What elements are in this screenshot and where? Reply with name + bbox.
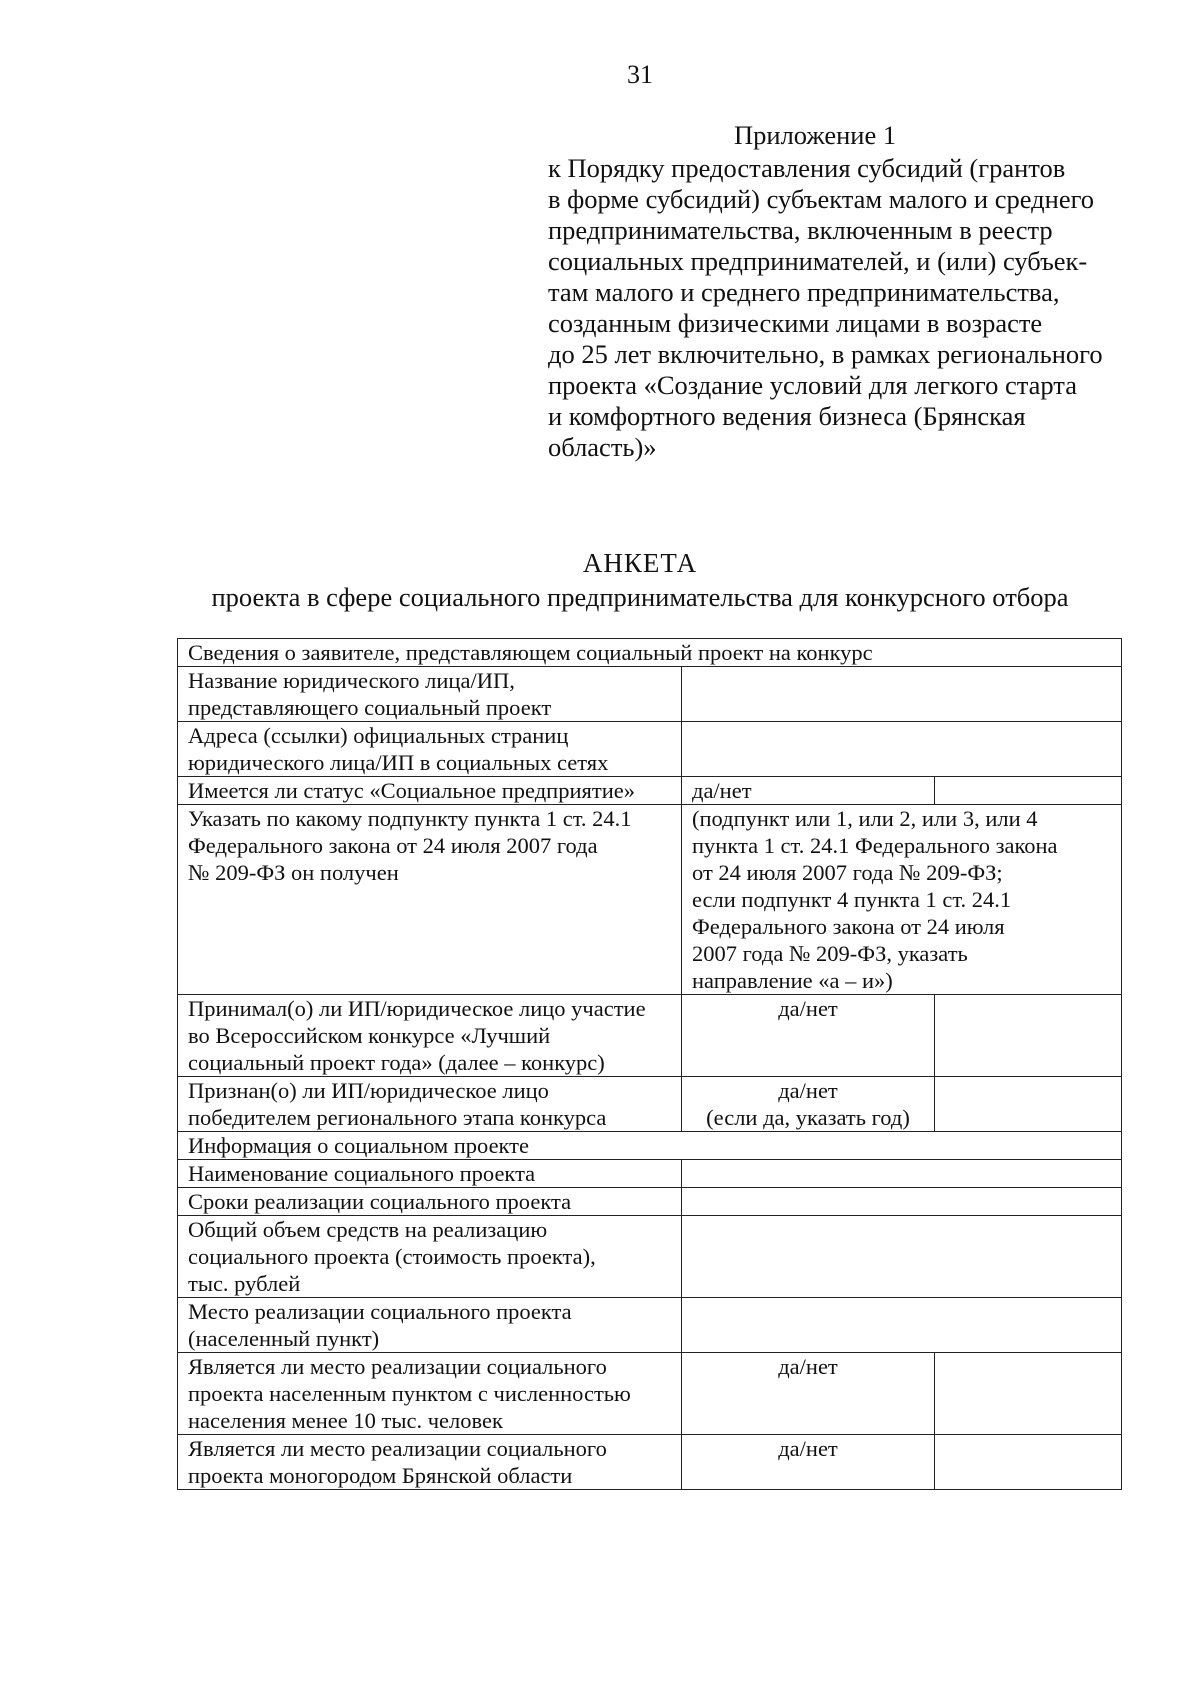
appendix-line: в форме субсидий) субъектам малого и среднего [548, 184, 1095, 214]
row-label [178, 722, 682, 777]
appendix-header [548, 120, 1148, 463]
label-line: Принимал(о) ли ИП/юридическое лицо участие [188, 996, 646, 1021]
section-header-applicant [178, 639, 1122, 667]
appendix-line: социальных предпринимателей, и (или) субъек- [548, 246, 1088, 276]
label-line: Федерального закона от 24 июля 2007 года [188, 833, 598, 858]
row-label: Имеется ли статус «Социальное предприятие» [178, 777, 682, 805]
table-row [178, 667, 1122, 722]
answer-cell[interactable] [682, 667, 1122, 722]
section-title: Сведения о заявителе, представляющем социальный проект на конкурс [178, 639, 1122, 667]
hint-line: 2007 года № 209-ФЗ, указать [692, 941, 968, 966]
appendix-line: и комфортного ведения бизнеса (Брянская [548, 401, 1026, 431]
label-line: (населенный пункт) [188, 1326, 380, 1351]
row-label [178, 805, 682, 995]
option-cell: да/нет [682, 1435, 935, 1490]
answer-cell[interactable] [682, 722, 1122, 777]
answer-cell[interactable] [935, 1353, 1122, 1435]
table-row [178, 1353, 1122, 1435]
option-line: да/нет [778, 1078, 838, 1103]
table-row [178, 722, 1122, 777]
option-line: (если да, указать год) [706, 1105, 910, 1130]
table-row [178, 995, 1122, 1077]
option-cell: да/нет [682, 777, 935, 805]
appendix-line: к Порядку предоставления субсидий (грантов [548, 153, 1066, 183]
label-line: социальный проект года» (далее – конкурс) [188, 1050, 605, 1075]
row-label [178, 1216, 682, 1298]
appendix-line: там малого и среднего предпринимательства, [548, 277, 1060, 307]
appendix-line: созданным физическими лицами в возрасте [548, 308, 1043, 338]
appendix-line: область)» [548, 432, 657, 462]
label-line: Место реализации социального проекта [188, 1299, 572, 1324]
label-line: проекта моногородом Брянской области [188, 1463, 573, 1488]
answer-cell[interactable] [682, 805, 1122, 995]
row-label [178, 1353, 682, 1435]
form-subtitle: проекта в сфере социального предпринимательства для конкурсного отбора [211, 582, 1069, 612]
answer-cell[interactable] [682, 1188, 1122, 1216]
answer-cell[interactable] [935, 1077, 1122, 1132]
answer-cell[interactable] [935, 777, 1122, 805]
label-line: Указать по какому подпункту пункта 1 ст. 24.1 [188, 806, 632, 831]
hint-line: пункта 1 ст. 24.1 Федерального закона [692, 833, 1058, 858]
label-line: Общий объем средств на реализацию [188, 1217, 548, 1242]
row-label [178, 1077, 682, 1132]
appendix-title: Приложение 1 [734, 120, 897, 150]
appendix-line: до 25 лет включительно, в рамках регионального [548, 339, 1103, 369]
label-line: проекта населенным пунктом с численностью [188, 1381, 631, 1406]
label-line: населения менее 10 тыс. человек [188, 1408, 503, 1433]
row-label [178, 1435, 682, 1490]
label-line: № 209-ФЗ он получен [188, 860, 399, 885]
option-cell: да/нет [682, 1353, 935, 1435]
row-label: Наименование социального проекта [178, 1160, 682, 1188]
table-row [178, 1077, 1122, 1132]
label-line: социального проекта (стоимость проекта), [188, 1244, 596, 1269]
row-label: Сроки реализации социального проекта [178, 1188, 682, 1216]
label-line: Признан(о) ли ИП/юридическое лицо [188, 1078, 549, 1103]
table-row [178, 1160, 1122, 1188]
answer-cell[interactable] [935, 1435, 1122, 1490]
label-line: победителем регионального этапа конкурса [188, 1105, 607, 1130]
hint-line: от 24 июля 2007 года № 209-ФЗ; [692, 860, 1003, 885]
option-cell: да/нет [682, 995, 935, 1077]
label-line: во Всероссийском конкурсе «Лучший [188, 1023, 551, 1048]
table-row [178, 805, 1122, 995]
hint-line: если подпункт 4 пункта 1 ст. 24.1 [692, 887, 1012, 912]
answer-cell[interactable] [935, 995, 1122, 1077]
section-header-project [178, 1132, 1122, 1160]
label-line: Адреса (ссылки) официальных страниц [188, 723, 569, 748]
table-row [178, 1298, 1122, 1353]
table-row [178, 1435, 1122, 1490]
row-label [178, 995, 682, 1077]
label-line: Название юридического лица/ИП, [188, 668, 515, 693]
answer-cell[interactable] [682, 1298, 1122, 1353]
table-row [178, 1216, 1122, 1298]
table-row [178, 1188, 1122, 1216]
option-cell [682, 1077, 935, 1132]
form-title: АНКЕТА [582, 548, 698, 578]
answer-cell[interactable] [682, 1160, 1122, 1188]
label-line: юридического лица/ИП в социальных сетях [188, 750, 609, 775]
hint-line: (подпункт или 1, или 2, или 3, или 4 [692, 806, 1038, 831]
label-line: Является ли место реализации социального [188, 1436, 607, 1461]
answer-cell[interactable] [682, 1216, 1122, 1298]
appendix-line: предпринимательства, включенным в реестр [548, 215, 1053, 245]
section-title: Информация о социальном проекте [178, 1132, 1122, 1160]
questionnaire-table [177, 638, 1122, 1490]
appendix-line: проекта «Создание условий для легкого старта [548, 370, 1077, 400]
table-row [178, 777, 1122, 805]
page-number: 31 [627, 60, 653, 89]
hint-line: Федерального закона от 24 июля [692, 914, 1005, 939]
row-label [178, 667, 682, 722]
hint-line: направление «а – и») [692, 968, 893, 993]
label-line: представляющего социальный проект [188, 695, 552, 720]
label-line: тыс. рублей [188, 1271, 301, 1296]
label-line: Является ли место реализации социального [188, 1354, 607, 1379]
row-label [178, 1298, 682, 1353]
